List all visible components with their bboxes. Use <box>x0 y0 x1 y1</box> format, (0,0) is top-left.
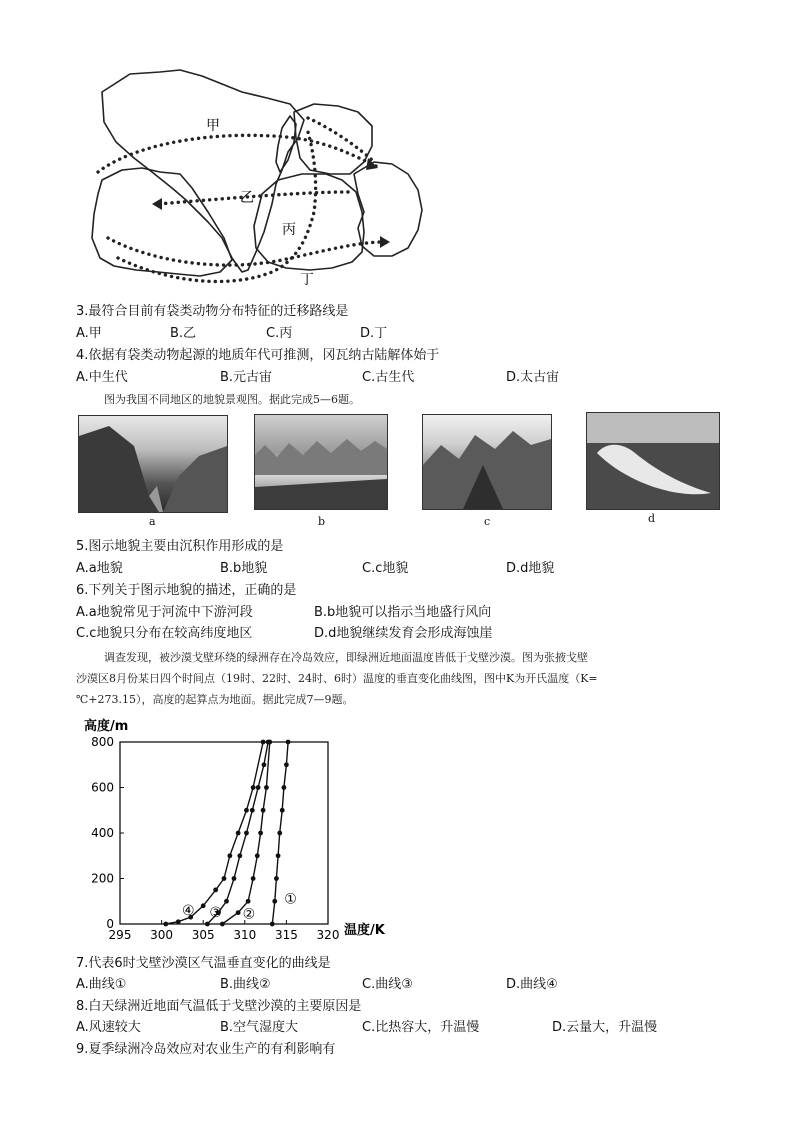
series-label-4: ④ <box>181 902 195 919</box>
series-label-1: ① <box>284 891 297 908</box>
photo-c-karst <box>422 414 552 510</box>
q7-option-c[interactable]: C.曲线③ <box>362 977 413 992</box>
data-point <box>227 853 232 858</box>
y-tick-label: 800 <box>91 735 114 749</box>
data-point <box>251 785 256 790</box>
data-point <box>176 919 181 924</box>
data-point <box>262 762 267 767</box>
data-point <box>277 831 282 836</box>
x-tick-label: 320 <box>316 928 340 942</box>
data-point <box>286 740 291 745</box>
q7-option-b[interactable]: B.曲线② <box>220 977 271 992</box>
land-south-america <box>92 168 232 276</box>
series-label-2: ② <box>242 906 256 923</box>
x-axis-label: 温度/K <box>344 923 385 938</box>
data-point <box>224 899 229 904</box>
data-point <box>236 910 241 915</box>
q5-option-d[interactable]: D.d地貌 <box>506 561 555 576</box>
data-point <box>244 831 249 836</box>
data-point <box>246 899 251 904</box>
q5-option-a[interactable]: A.a地貌 <box>76 561 123 576</box>
intro-7-9-line1: 调查发现，被沙漠戈壁环绕的绿洲存在冷岛效应，即绿洲近地面温度皆低于戈壁沙漠。图为张掖戈壁 <box>104 651 588 664</box>
route-upper <box>308 118 372 160</box>
y-tick-label: 200 <box>91 871 114 886</box>
photo-b-yardang <box>254 414 388 510</box>
q5-option-c[interactable]: C.c地貌 <box>362 561 409 576</box>
caption-c: c <box>484 515 491 528</box>
land-antarctica <box>254 174 364 270</box>
question-3-stem: 3.最符合目前有袋类动物分布特征的迁移路线是 <box>76 304 349 319</box>
land-madagascar <box>276 116 296 172</box>
q7-option-d[interactable]: D.曲线④ <box>506 977 558 992</box>
data-point <box>251 876 256 881</box>
data-point <box>250 808 255 813</box>
y-tick-label: 600 <box>91 780 114 795</box>
data-point <box>236 831 241 836</box>
question-8-stem: 8.白天绿洲近地面气温低于戈壁沙漠的主要原因是 <box>76 999 362 1014</box>
gondwana-map <box>82 62 432 298</box>
data-point <box>222 876 227 881</box>
data-point <box>282 785 287 790</box>
data-point <box>264 785 269 790</box>
data-point <box>261 740 266 745</box>
series-label-3: ③ <box>209 905 222 922</box>
arrow-bing <box>380 236 390 248</box>
question-7-stem: 7.代表6时戈壁沙漠区气温垂直变化的曲线是 <box>76 956 331 971</box>
caption-d: d <box>648 512 656 525</box>
data-point <box>255 853 260 858</box>
route-bing <box>108 238 384 265</box>
q6-option-a[interactable]: A.a地貌常见于河流中下游河段 <box>76 605 253 620</box>
q8-option-c[interactable]: C.比热容大，升温慢 <box>362 1020 480 1035</box>
data-point <box>163 922 168 927</box>
question-6-stem: 6.下列关于图示地貌的描述，正确的是 <box>76 583 297 598</box>
question-9-stem: 9.夏季绿洲冷岛效应对农业生产的有利影响有 <box>76 1042 336 1057</box>
data-point <box>237 853 242 858</box>
q4-option-b[interactable]: B.元古宙 <box>220 370 273 385</box>
q7-option-a[interactable]: A.曲线① <box>76 977 127 992</box>
q4-option-c[interactable]: C.古生代 <box>362 370 415 385</box>
photo-a-canyon <box>78 415 228 513</box>
caption-b: b <box>318 515 326 528</box>
data-point <box>220 922 225 927</box>
y-tick-label: 0 <box>106 917 114 931</box>
label-ding: 丁 <box>300 272 314 288</box>
q3-option-b[interactable]: B.乙 <box>170 326 197 341</box>
q3-option-c[interactable]: C.丙 <box>266 326 293 341</box>
q6-option-c[interactable]: C.c地貌只分布在较高纬度地区 <box>76 626 253 641</box>
q4-option-a[interactable]: A.中生代 <box>76 370 128 385</box>
q8-option-a[interactable]: A.风速较大 <box>76 1020 141 1035</box>
data-point <box>205 922 210 927</box>
data-point <box>276 853 281 858</box>
data-point <box>266 740 271 745</box>
data-point <box>258 831 263 836</box>
q8-option-b[interactable]: B.空气湿度大 <box>220 1020 299 1035</box>
x-tick-label: 310 <box>233 928 257 942</box>
photo-d-sandspit <box>586 412 720 510</box>
land-africa <box>102 70 304 272</box>
x-tick-label: 300 <box>150 928 174 942</box>
data-point <box>213 887 218 892</box>
y-tick-label: 400 <box>91 826 114 840</box>
data-point <box>272 899 277 904</box>
data-point <box>201 903 206 908</box>
caption-a: a <box>149 515 156 528</box>
q8-option-d[interactable]: D.云量大，升温慢 <box>552 1020 658 1035</box>
data-point <box>261 808 266 813</box>
q4-option-d[interactable]: D.太古宙 <box>506 370 560 385</box>
q6-option-b[interactable]: B.b地貌可以指示当地盛行风向 <box>314 605 492 620</box>
label-jia: 甲 <box>206 118 220 134</box>
x-tick-label: 295 <box>108 928 132 942</box>
q5-option-b[interactable]: B.b地貌 <box>220 561 268 576</box>
data-point <box>244 808 249 813</box>
intro-7-9-line2: 沙漠区8月份某日四个时间点（19时、22时、24时、6时）温度的垂直变化曲线图，图中K为开氏温度（K= <box>76 672 598 685</box>
q6-option-d[interactable]: D.d地貌继续发育会形成海蚀崖 <box>314 626 493 641</box>
arrow-yi <box>152 198 162 210</box>
q3-option-a[interactable]: A.甲 <box>76 326 102 341</box>
label-yi: 乙 <box>240 190 254 206</box>
data-point <box>280 808 285 813</box>
question-4-stem: 4.依据有袋类动物起源的地质年代可推测，冈瓦纳古陆解体始于 <box>76 348 440 363</box>
question-5-stem: 5.图示地貌主要由沉积作用形成的是 <box>76 539 284 554</box>
data-point <box>284 762 289 767</box>
x-tick-label: 305 <box>191 928 215 942</box>
intro-5-6: 图为我国不同地区的地貌景观图。据此完成5—6题。 <box>104 393 360 406</box>
route-jia <box>98 135 376 172</box>
temperature-height-chart <box>76 712 416 948</box>
data-point <box>270 922 275 927</box>
label-bing: 丙 <box>282 222 296 238</box>
y-axis-label: 高度/m <box>84 719 129 734</box>
data-point <box>232 876 237 881</box>
q3-option-d[interactable]: D.丁 <box>360 326 388 341</box>
intro-7-9-line3: ℃+273.15），高度的起算点为地面。据此完成7—9题。 <box>76 693 354 706</box>
data-point <box>274 876 279 881</box>
data-point <box>256 785 261 790</box>
x-tick-label: 315 <box>274 928 298 942</box>
